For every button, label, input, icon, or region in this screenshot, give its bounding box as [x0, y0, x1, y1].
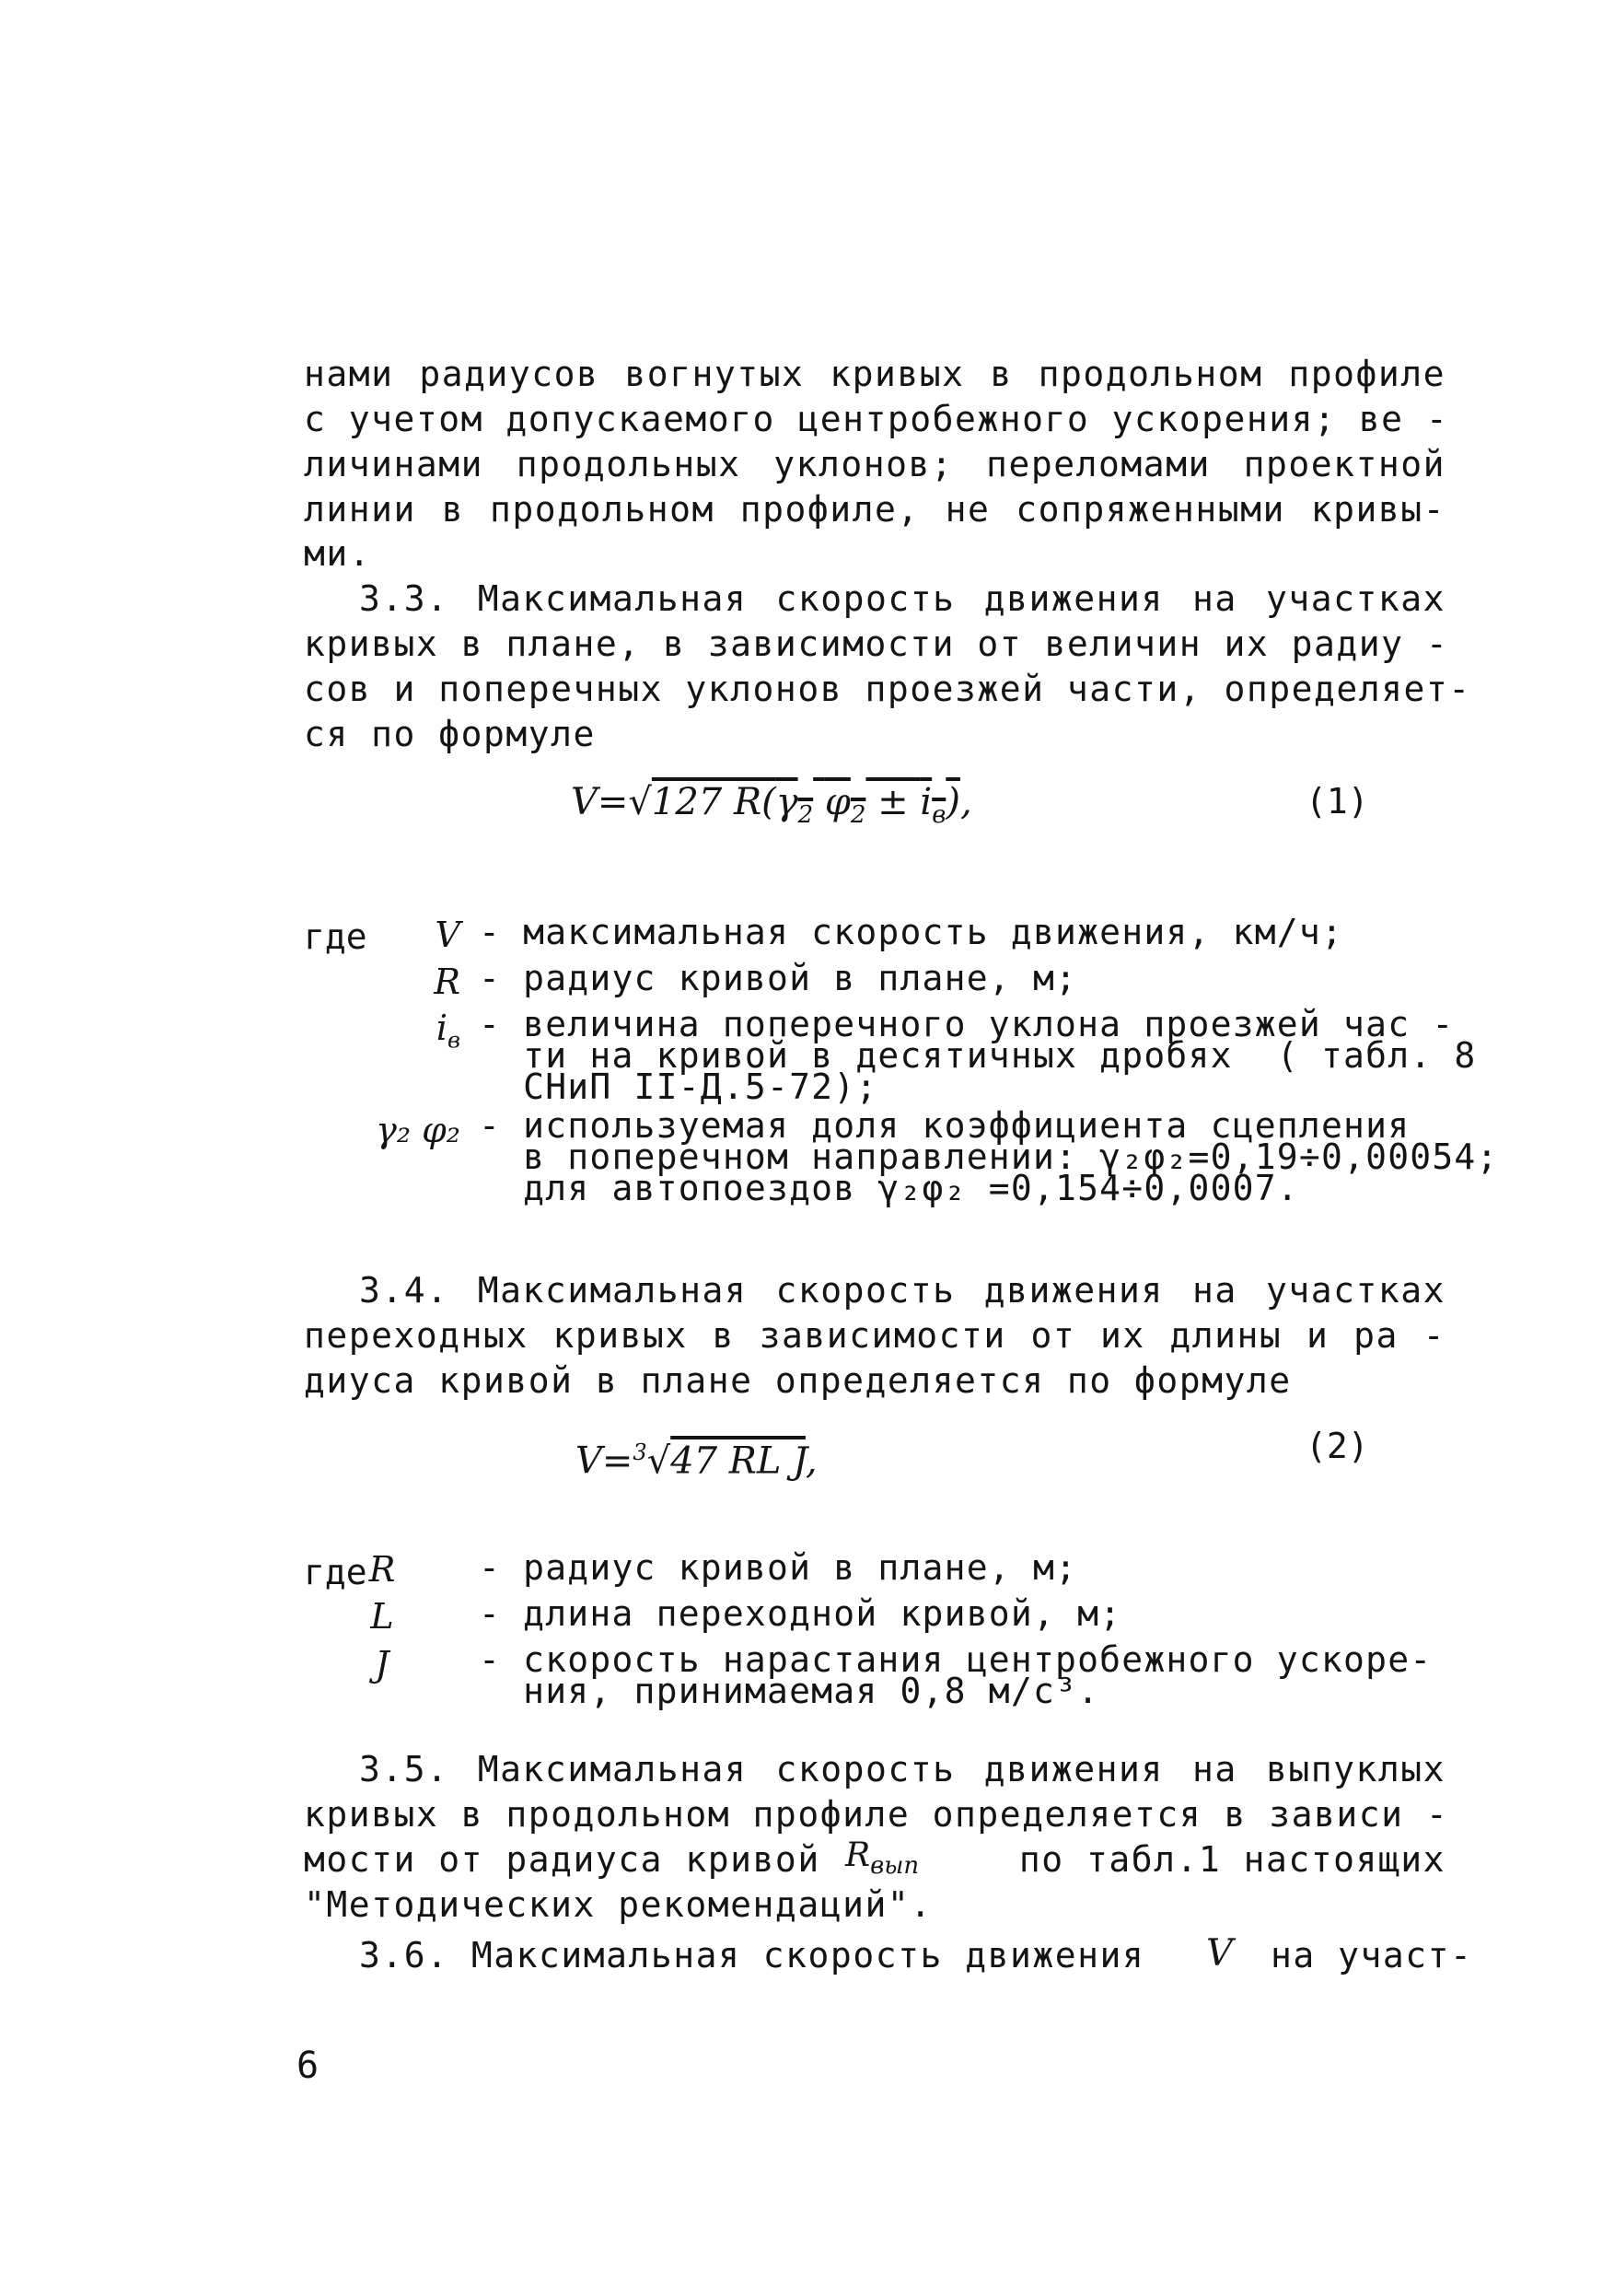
text-line: сов и поперечных уклонов проезжей части, определяет- [304, 669, 1471, 709]
text-line: личинами продольных уклонов; переломами проектной [304, 444, 1446, 484]
formula-1: V=√127 $R(\gamma_2$ $\varphi_2 \pm i_в$), [571, 781, 972, 829]
definition-j: - скорость нарастания центробежного ускоре- ния, принимаемая 0,8 м/с³. [479, 1639, 1433, 1711]
formula-2: V=$^3$√47 RL J, [575, 1439, 818, 1483]
section-3-6-line: 3.6. Максимальная скорость движения [359, 1935, 1145, 1975]
page-number: 6 [296, 2045, 319, 2087]
definition-gamma-phi: - используемая доля коэффициента сцепления в поперечном направлении: γ₂φ₂=0,19÷0,00054; для автопоездов γ₂φ₂ =0,154÷0,0007. [479, 1105, 1499, 1208]
text-line: линии в продольном профиле, не сопряженными кривы- [304, 489, 1446, 530]
text-line: "Методических рекомендаций". [304, 1884, 933, 1925]
symbol-gamma-phi: γ₂ φ₂ [376, 1110, 460, 1150]
symbol-r: R [368, 1549, 396, 1590]
where-label: где [304, 1552, 367, 1592]
equation-number: (2) [1306, 1426, 1369, 1466]
text-line: нами радиусов вогнутых кривых в продольном профиле [304, 354, 1446, 394]
symbol-v: V [435, 915, 460, 955]
text-line: с учетом допускаемого центробежного ускорения; ве - [304, 399, 1449, 439]
section-3-4-line: 3.4. Максимальная скорость движения на участках [359, 1270, 1446, 1311]
section-3-5-line: 3.5. Максимальная скорость движения на выпуклых [359, 1749, 1446, 1789]
where-label: где [304, 916, 367, 957]
text-line: ми. [304, 533, 372, 574]
text-line: диуса кривой в плане определяется по формуле [304, 1360, 1292, 1401]
definition-v: - максимальная скорость движения, км/ч; [479, 912, 1344, 952]
definition-r: - радиус кривой в плане, м; [479, 1547, 1078, 1588]
text-line: на участ- [1271, 1935, 1473, 1975]
text-line: мости от радиуса кривой [304, 1839, 820, 1880]
equation-number: (1) [1306, 781, 1369, 822]
text-line: кривых в плане, в зависимости от величин их радиу - [304, 624, 1449, 664]
text-line: переходных кривых в зависимости от их длины и ра - [304, 1315, 1446, 1356]
symbol-i-v: $i_в$ [435, 1008, 460, 1054]
definition-l: - длина переходной кривой, м; [479, 1593, 1122, 1634]
symbol-r: R [434, 962, 460, 1002]
text-line: кривых в продольном профиле определяется в зависи - [304, 1794, 1449, 1835]
symbol-v: V [1206, 1932, 1233, 1975]
definition-r: - радиус кривой в плане, м; [479, 958, 1078, 998]
symbol-r-vyp: $R_{вып}$ [845, 1836, 920, 1881]
definition-i-v: - величина поперечного уклона проезжей час - ти на кривой в десятичных дробях ( табл. 8 СНиП II-Д.5-72); [479, 1004, 1477, 1107]
symbol-l: L [370, 1596, 394, 1637]
section-3-3-line: 3.3. Максимальная скорость движения на участках [359, 578, 1446, 619]
text-line: по табл.1 настоящих [1018, 1839, 1446, 1880]
text-line: ся по формуле [304, 714, 596, 754]
symbol-j: J [375, 1644, 389, 1684]
